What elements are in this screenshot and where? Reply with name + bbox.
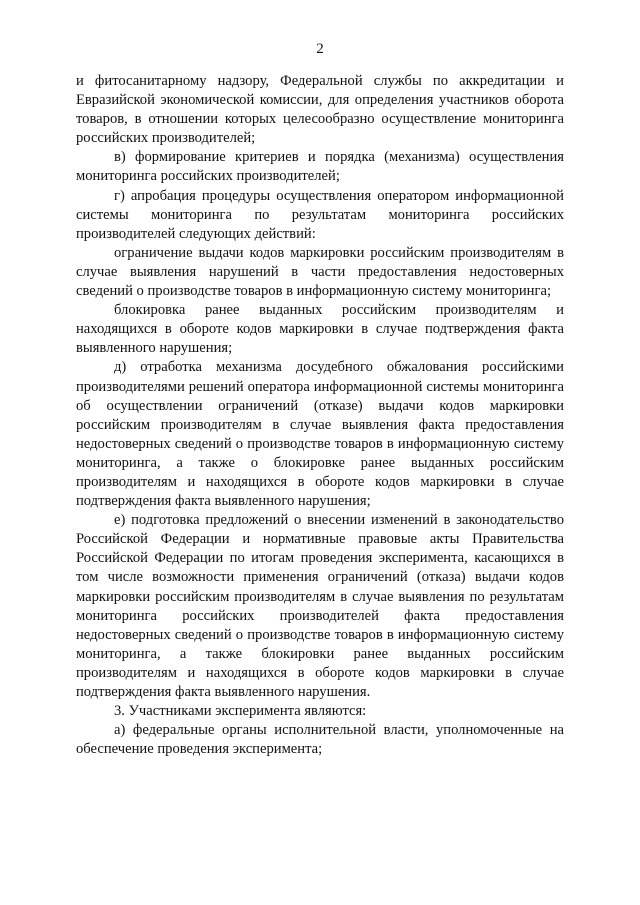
paragraph: д) отработка механизма досудебного обжалования российскими производителями решений оператора информационной системы мониторинга об осуществлении ограничений (отказе) выдачи кодов маркировки российским производителям в случае выявления факта предоставления недостоверных сведений о производстве товаров в информационную систему мониторинга, а также о блокировке ранее выданных российским производителям и находящихся в обороте кодов маркировки в случае подтверждения факта выявленного нарушения; xyxy=(76,359,564,510)
paragraph: а) федеральные органы исполнительной власти, уполномоченные на обеспечение проведения эксперимента; xyxy=(76,722,564,758)
page-number: 2 xyxy=(316,41,324,57)
paragraph: е) подготовка предложений о внесении изменений в законодательство Российской Федерации и нормативные правовые акты Правительства Российской Федерации по итогам проведения эксперимента, касающихся в том числе возможности применения ограничений (отказа) выдачи кодов маркировки российским производителям в случае выявления по результатам мониторинга российских производителей факта предоставления недостоверных сведений о производстве товаров в информационную систему мониторинга, а также блокировки ранее выданных российским производителям и находящихся в обороте кодов маркировки в случае подтверждения факта выявленного нарушения. xyxy=(76,512,564,700)
paragraph: ограничение выдачи кодов маркировки российским производителям в случае выявления нарушений в части предоставления недостоверных сведений о производстве товаров в информационную систему мониторинга; xyxy=(76,244,564,300)
paragraph: в) формирование критериев и порядка (механизма) осуществления мониторинга российских производителей; xyxy=(76,149,564,185)
paragraph: и фитосанитарному надзору, Федеральной службы по аккредитации и Евразийской экономической комиссии, для определения участников оборота товаров, в отношении которых целесообразно осуществление мониторинга российских производителей; xyxy=(76,73,564,147)
paragraph: 3. Участниками эксперимента являются: xyxy=(114,703,367,720)
paragraph: г) апробация процедуры осуществления оператором информационной системы мониторинга по результатам мониторинга российских производителей следующих действий: xyxy=(76,187,564,242)
document-body xyxy=(76,72,564,759)
paragraph: блокировка ранее выданных российским производителям и находящихся в обороте кодов маркировки в случае подтверждения факта выявленного нарушения; xyxy=(76,302,564,357)
